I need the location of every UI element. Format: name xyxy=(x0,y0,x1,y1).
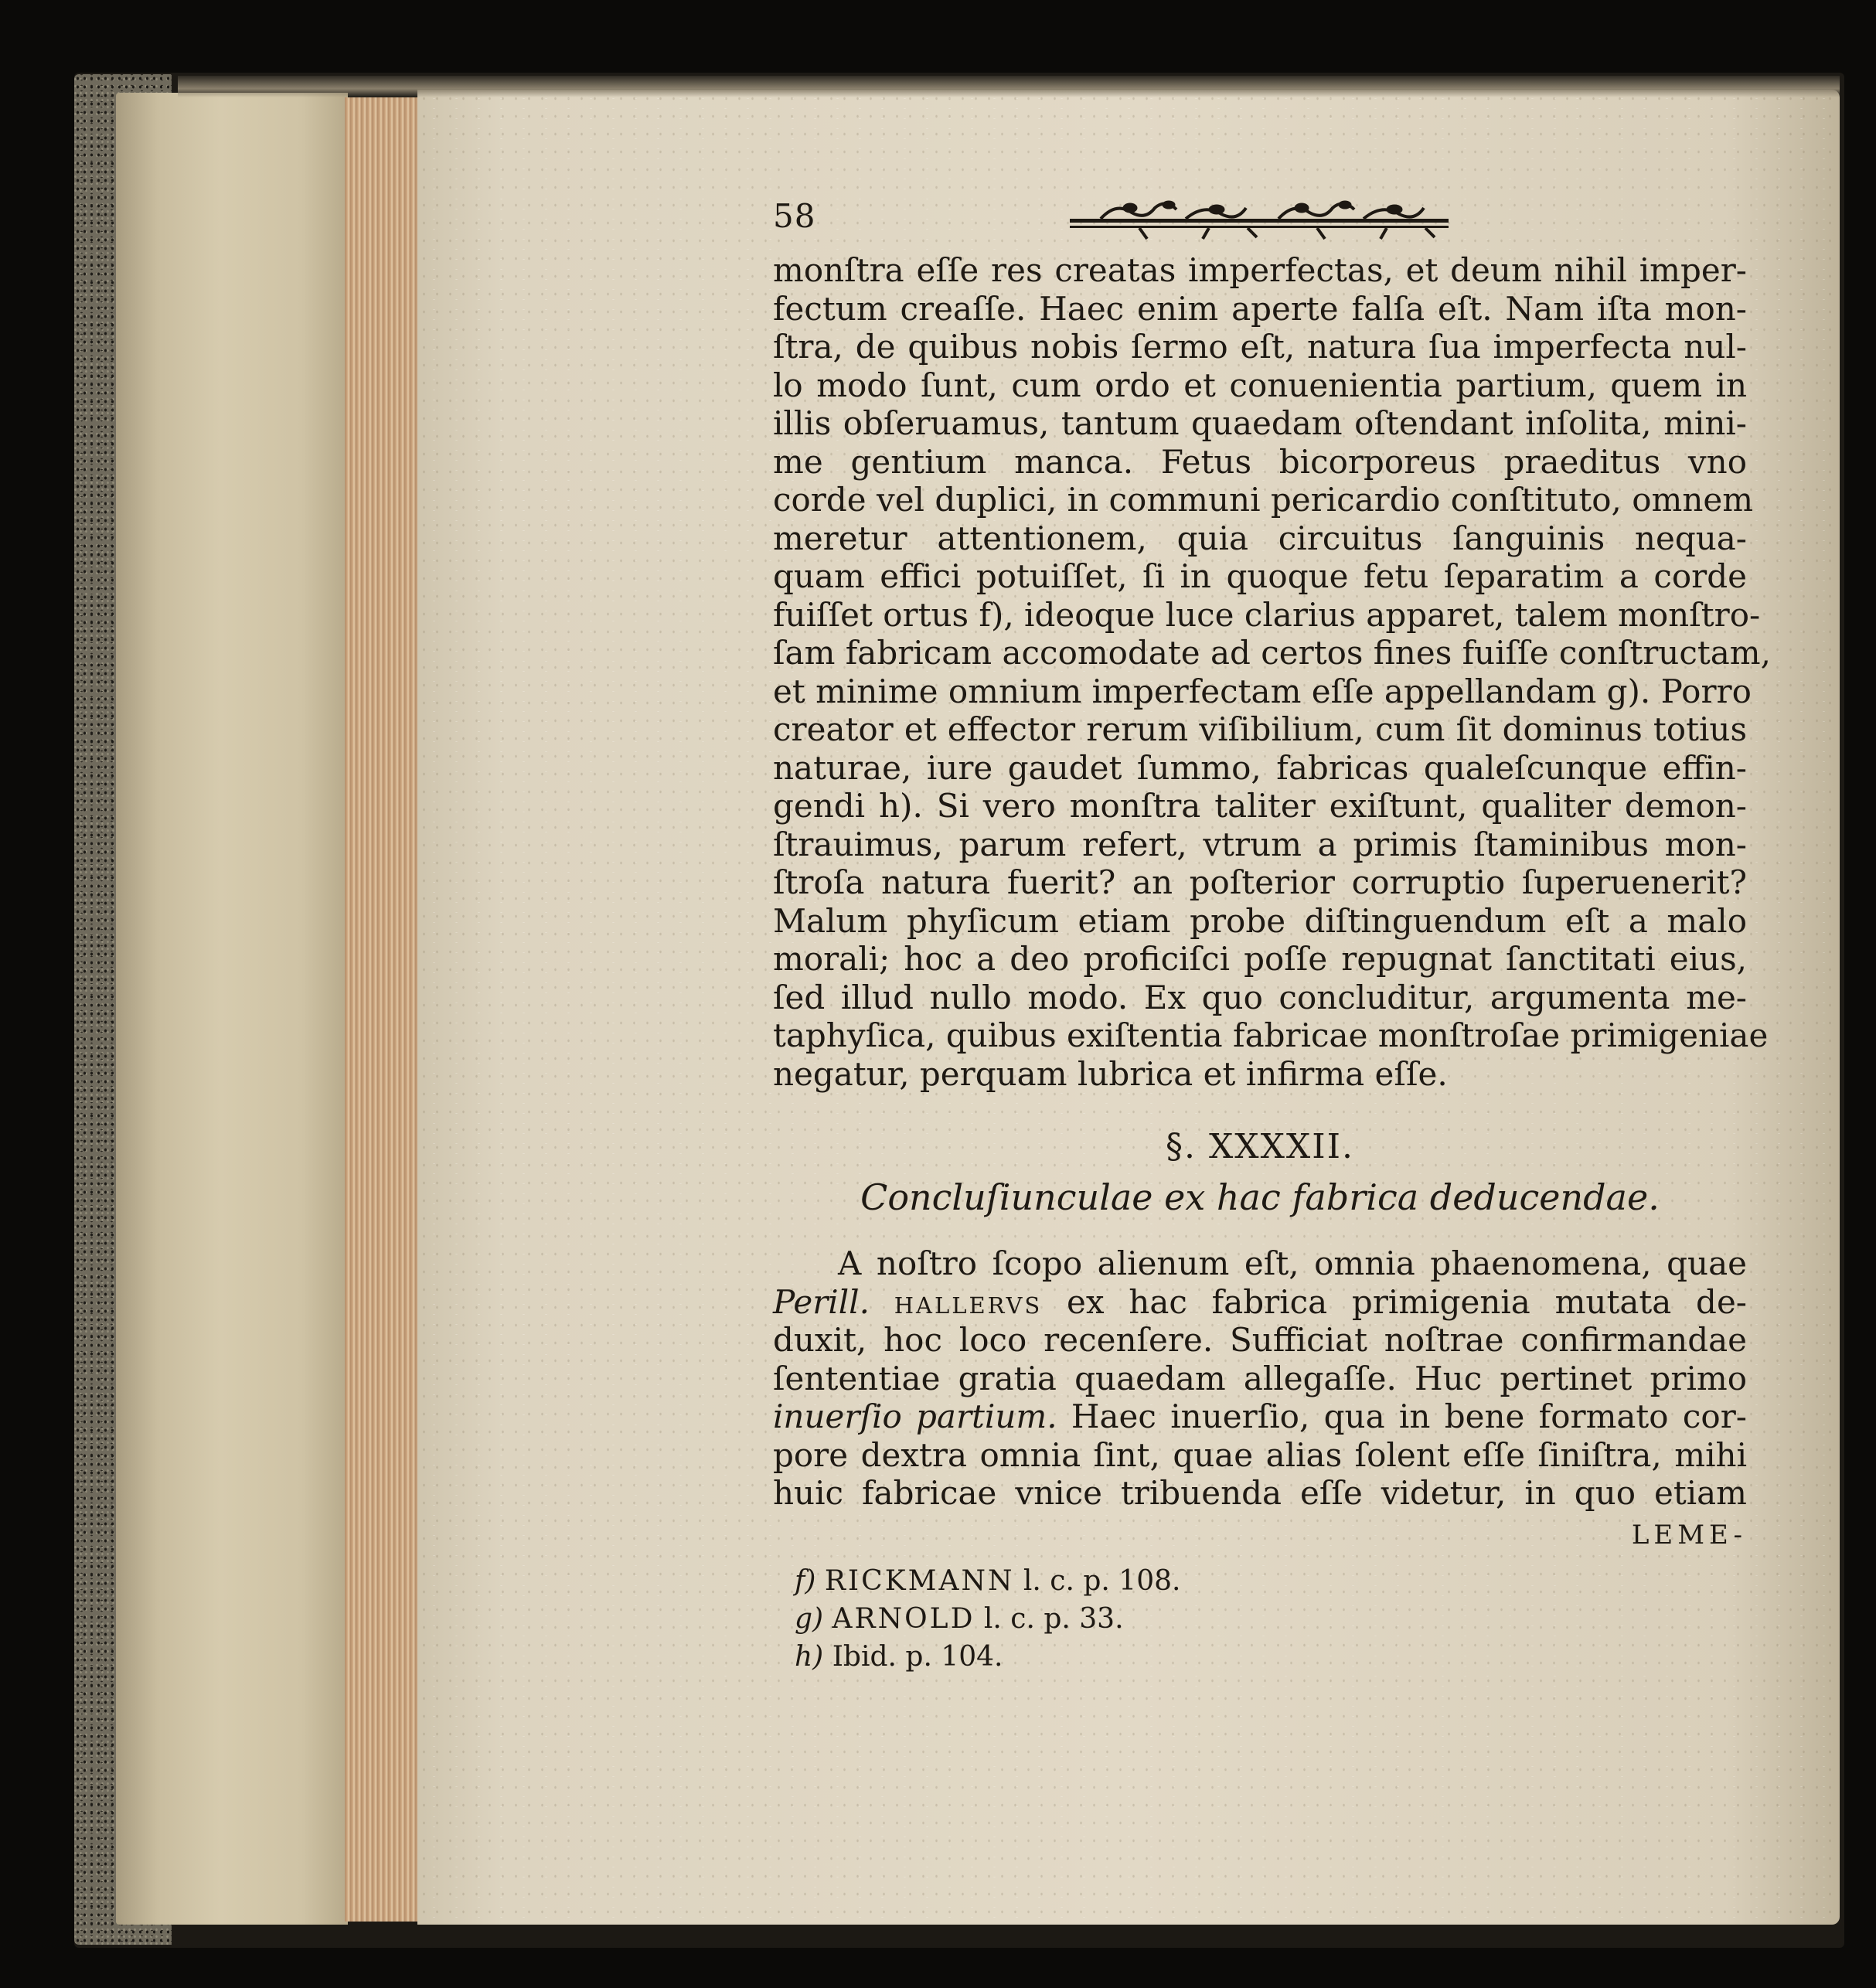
author-name: hallervs xyxy=(894,1282,1043,1321)
footnote-mark: f) xyxy=(795,1564,816,1597)
left-page-leaves xyxy=(116,93,348,1925)
section-number: §. XXXXII. xyxy=(1165,1127,1355,1166)
vine-ornament-icon xyxy=(1070,197,1449,243)
text-line: fectum creaſſe. Haec enim aperte falſa eſt. Nam iſta mon- xyxy=(773,289,1747,328)
text-line: ſententiae gratia quaedam allegaſſe. Huc pertinet primo xyxy=(773,1359,1747,1397)
text-line: ſtrauimus, parum refert, vtrum a primis ſtaminibus mon- xyxy=(773,825,1747,863)
text-line: fuiſſet ortus f), ideoque luce clarius apparet, talem monſtro- xyxy=(773,595,1761,634)
page-edge-stack xyxy=(345,97,419,1922)
page-number: 58 xyxy=(773,197,816,235)
text-line: et minime omnium imperfectam eſſe appellandam g). Porro xyxy=(773,672,1752,710)
text-line: A noſtro ſcopo alienum eſt, omnia phaenomena, quae xyxy=(838,1244,1747,1282)
italic-prefix: Perill. xyxy=(773,1282,870,1321)
footnote-mark: g) xyxy=(795,1602,824,1635)
footnote-author: ARNOLD xyxy=(832,1602,975,1635)
text-line: meretur attentionem, quia circuitus ſanguinis nequa- xyxy=(773,519,1747,557)
text-line: gendi h). Si vero monſtra taliter exiſtunt, qualiter demon- xyxy=(773,787,1747,825)
text-line: lo modo ſunt, cum ordo et conuenientia partium, quem in xyxy=(773,366,1747,404)
body-paragraph xyxy=(773,251,1771,1093)
text-line: corde vel duplici, in communi pericardio conſtituto, omnem xyxy=(773,481,1754,519)
footnote-author: RICKMANN xyxy=(824,1564,1015,1597)
footnote xyxy=(795,1562,1747,1600)
text-line: duxit, hoc loco recenſere. Sufficiat noſtrae confirmandae xyxy=(773,1321,1747,1359)
second-paragraph xyxy=(773,1244,1747,1513)
text-line: creator et effector rerum viſibilium, cum ſit dominus totius xyxy=(773,710,1747,748)
catchword: LEME- xyxy=(1631,1519,1747,1551)
text-line: naturae, iure gaudet ſummo, fabricas qualeſcunque effin- xyxy=(773,748,1747,787)
footnote-reference: l. c. p. 33. xyxy=(983,1602,1124,1635)
line-rest: Haec inuerſio, qua in bene formato cor- xyxy=(1071,1397,1747,1435)
footnote xyxy=(795,1638,1747,1676)
footnotes xyxy=(773,1562,1747,1676)
text-line: ſed illud nullo modo. Ex quo concluditur, argumenta me- xyxy=(773,978,1747,1016)
text-line: quam effici potuiſſet, ſi in quoque fetu ſeparatim a corde xyxy=(773,557,1747,595)
text-line: ſam fabricam accomodate ad certos fines fuiſſe conſtructam, xyxy=(773,634,1771,672)
text-line xyxy=(773,1397,1747,1436)
text-line: Malum phyſicum etiam probe diſtinguendum eſt a malo xyxy=(773,901,1747,940)
line-rest: ex hac fabrica primigenia mutata de- xyxy=(1067,1282,1747,1321)
text-line: pore dextra omnia ſint, quae alias ſolent eſſe ſiniſtra, mihi xyxy=(773,1435,1747,1474)
top-edge-shadow xyxy=(178,76,1840,97)
text-line: huic fabricae vnice tribuenda eſſe videtur, in quo etiam xyxy=(773,1474,1747,1512)
footnote-reference: l. c. p. 108. xyxy=(1023,1564,1181,1597)
text-line: taphyſica, quibus exiſtentia fabricae monſtroſae primigeniae xyxy=(773,1016,1769,1054)
page-text xyxy=(773,197,1771,1676)
text-line: ſtroſa natura fuerit? an poſterior corruptio ſuperuenerit? xyxy=(773,863,1747,901)
text-line xyxy=(773,1283,1747,1322)
section-title: Concluſiunculae ex hac fabrica deducendae. xyxy=(860,1176,1660,1218)
text-line: monſtra eſſe res creatas imperfectas, et deum nihil imper- xyxy=(773,251,1747,289)
footnote-reference: Ibid. p. 104. xyxy=(832,1640,1003,1673)
text-line: illis obſeruamus, tantum quaedam oſtendant inſolita, mini- xyxy=(773,404,1747,442)
text-line: morali; hoc a deo proficiſci poſſe repugnat ſanctitati eius, xyxy=(773,940,1747,978)
page-header xyxy=(773,197,1747,251)
text-line: negatur, perquam lubrica et infirma eſſe. xyxy=(773,1054,1448,1093)
footnote xyxy=(795,1600,1747,1638)
italic-phrase: inuerſio partium. xyxy=(773,1397,1057,1435)
text-line: me gentium manca. Fetus bicorporeus praeditus vno xyxy=(773,442,1747,481)
footnote-mark: h) xyxy=(795,1640,824,1673)
text-line: ſtra, de quibus nobis ſermo eſt, natura ſua imperfecta nul- xyxy=(773,328,1747,366)
